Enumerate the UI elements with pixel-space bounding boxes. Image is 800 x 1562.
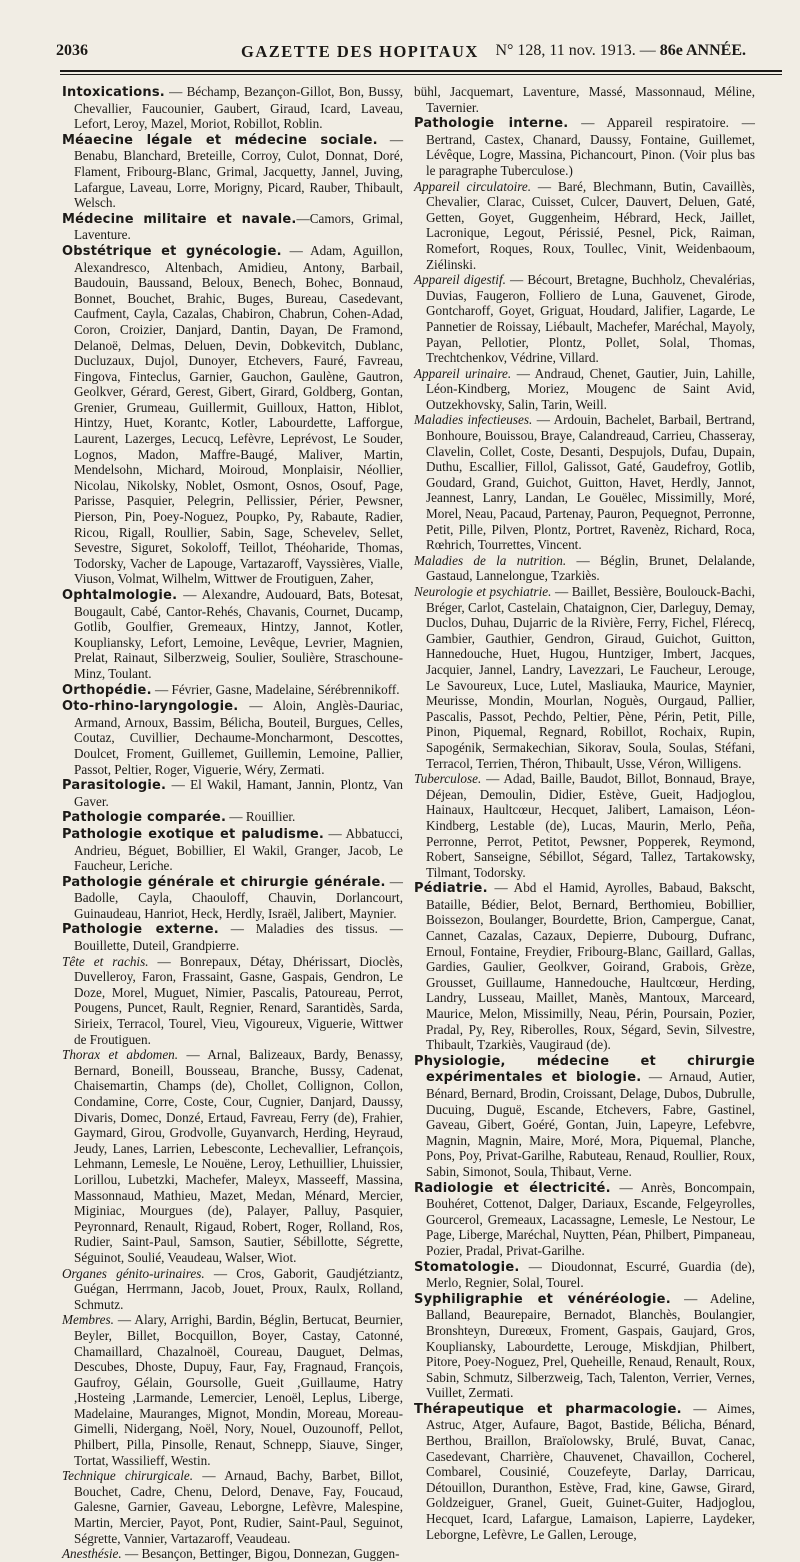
author-list: — Adam, Aguillon, Alexandresco, Altenbach, Amidieu, Antony, Barbail, Baudouin, Baussand, Beloux, Benech, Bohec, Bonnaud, Bonnet, Bouchet, Brahic, Buges, Bureau, Casedevant, Caufment, Cayla, Cazalas, Chabiron, Chabrun, Cohen-Adad, Coron, Croizier, Danjard, Dantin, Dayan, De Framond, Delanoë, Delmas, Deluen, Devin, Dobkevitch, Dublanc, Ducluzaux, Dujol, Dunoyer, Etchevers, Fauré, Favreau, Fingova, Finteclus, Garnier, Gauchon, Gaulène, Gautron, Geolkver, Gérard, Gerest, Gibert, Girard, Goldberg, Gontan, Grenier, Grumeau, Guillermit, Guilloux, Hatton, Hiblot, Hintzy, Huet, Korantc, Kotler, Labourdette, Lafforgue, Laurent, Lazerges, Lecucq, Lefèvre, Leprévost, Le Souder, Lognos, Madon, Maffre-Baugé, Maliver, Martin, Mendelsohn, Michard, Moiroud, Monplaisir, Néollier, Nicolau, Nikolsky, Noblet, Osmont, Osnos, Osouf, Page, Parisse, Pasquier, Pelegrin, Pellissier, Périer, Pewsner, Pierson, Pin, Poey-Noguez, Poupko, Py, Rabaute, Radier, Ricou, Rigall, Roullier, Sabin, Sage, Schevelev, Sellet, Sevestre, Siguret, Sokoloff, Teillot, Théoharide, Thomas, Todorsky, Vacher de Lapouge, Vartazaroff, Vayssières, Vialle, Viuson, Volmat, Wilhelm, Wittwer de Froutiguen, Zaher, — [74, 242, 403, 587]
author-list: — Adad, Baille, Baudot, Billot, Bonnaud, Braye, Déjean, Demoulin, Didier, Estève, Gueit, Hadjoglou, Hainaux, Haultcœur, Hecquet, Jalibert, Lamaison, Léon-Kindberg, Lestable (de), Lucas, Maurin, Merlo, Peña, Perronne, Perrot, Petitot, Pewsner, Popperek, Reymond, Robert, Sanseigne, Sébillot, Ségard, Tallez, Tartakowsky, Tilmant, Todorsky. — [426, 771, 755, 880]
author-list: — Béglin, Brunet, Delalande, Gastaud, Lannelongue, Tzarkiès. — [426, 552, 755, 584]
subsection-heading: Anesthésie. — [62, 1546, 122, 1562]
index-subsection — [414, 771, 755, 880]
right-column — [414, 84, 756, 1542]
index-section — [414, 1053, 755, 1180]
index-section — [414, 115, 755, 178]
author-list: bühl, Jacquemart, Laventure, Massé, Massonnaud, Méline, Tavernier. — [414, 84, 755, 115]
index-section — [414, 1259, 755, 1291]
section-heading: Orthopédie. — [62, 682, 152, 698]
author-list: — Aloin, Anglès-Dauriac, Armand, Arnoux, Bassim, Bélicha, Bouteil, Burgues, Celles, Coutaz, Cuvillier, Dechaume-Moncharmont, Descottes, Doulcet, Froment, Guillemet, Guillemin, Lemoine, Pallier, Passot, Peltier, Roger, Viguerie, Wéry, Zermati. — [74, 698, 403, 777]
section-heading: Thérapeutique et pharmacologie. — [414, 1401, 682, 1417]
author-list: — Février, Gasne, Madelaine, Sérébrennikoff. — [151, 681, 400, 697]
author-list: — Dioudonnat, Escurré, Guardia (de), Merlo, Regnier, Solal, Tourel. — [426, 1258, 755, 1291]
index-subsection — [62, 954, 403, 1048]
author-list: — Béchamp, Bezançon-Gillot, Bon, Bussy, Chevallier, Faucounier, Gaubert, Giraud, Icard, Laveau, Lefort, Leroy, Mazel, Moriot, Robillot, Roblin. — [74, 84, 403, 132]
index-section — [62, 826, 403, 874]
index-section — [414, 880, 755, 1053]
subsection-heading: Tuberculose. — [414, 771, 482, 787]
author-list: — Benabu, Blanchard, Breteille, Corroy, Culot, Donnat, Doré, Flament, Fribourg-Blanc, Grimal, Jacquetty, Jannel, Juving, Lafargue, Laveau, Lorre, Morigny, Picard, Rauber, Thibault, Welsch. — [74, 131, 403, 211]
index-section — [62, 921, 403, 953]
author-list: — Bécourt, Bretagne, Buchholz, Chevalérias, Duvias, Faugeron, Folliero de Luna, Gauvenet, Girode, Gontcharoff, Goyet, Griguat, Houdard, Jalifier, Lagarde, Le Pannetier de Roissay, Liébault, Machefer, Maréchal, Mayoly, Payan, Pellotier, Plontz, Pollet, Solal, Thomas, Trechtchenkov, Védrine, Villard. — [426, 272, 755, 366]
index-section — [62, 809, 403, 826]
journal-title: GAZETTE DES HOPITAUX — [241, 42, 479, 61]
author-list: — Cros, Gaborit, Gaudjétziantz, Guégan, Herrmann, Jacob, Jouet, Proux, Raulx, Rolland, Schmutz. — [74, 1265, 403, 1312]
author-list: — Alary, Arrighi, Bardin, Béglin, Bertucat, Beurnier, Beyler, Billet, Bocquillon, Boyer, Castay, Catonné, Chamaillard, Chazalnoël, Coureau, Dauguet, Delmas, Descubes, Dhoste, Dupuy, Faur, Fay, Fragnaud, François, Gaufroy, Gélain, Goursolle, Gueit ,Guillaume, Hatry ,Hosteing ,Larmande, Lemercier, Lenoël, Leplus, Liberge, Madelaine, Mauranges, Mignot, Mondin, Moreau, Moreau-Gimelli, Nidergang, Noël, Nory, Nouel, Ouzounoff, Pellot, Philbert, Pilla, Pinsolle, Renaut, Schnepp, Siauve, Singer, Tortat, Wassilieff, Westin. — [74, 1312, 403, 1468]
subsection-heading: Appareil digestif. — [414, 272, 506, 288]
section-heading: Physiologie, médecine et chirurgie expérimentales et biologie. — [414, 1053, 755, 1086]
section-heading: Pathologie exotique et paludisme. — [62, 826, 324, 842]
section-heading: Obstétrique et gynécologie. — [62, 243, 282, 259]
author-list: — Arnaud, Bachy, Barbet, Billot, Bouchet, Cadre, Chenu, Delord, Denave, Fay, Foucaud, Galesne, Garnier, Gaveau, Leborgne, Lefèvre, Malespine, Martin, Mercier, Payot, Pont, Rudier, Saint-Paul, Seguinot, Ségrette, Vannier, Vartazaroff, Veaudeau. — [74, 1468, 403, 1546]
index-section — [62, 587, 403, 682]
author-list: — Ardouin, Bachelet, Barbail, Bertrand, Bonhoure, Bouissou, Braye, Calandreaud, Carrieu, Chasseray, Clavelin, Collet, Coste, Desanti, Despujols, Dufau, Dupain, Duthu, Escallier, Fillol, Galissot, Gaté, Gaudefroy, Gotlib, Goudard, Grand, Guichot, Guitton, Havet, Herdly, Jannot, Jeannest, Lanry, Landan, Le Gouëlec, Missimilly, Moré, Morel, Neau, Pacaud, Partenay, Pauron, Pequegnot, Perronne, Petit, Pille, Pilven, Plontz, Portret, Ravenèz, Richard, Roca, Rœhrich, Tourrettes, Vincent. — [426, 412, 756, 553]
author-list: — Anrès, Boncompain, Bouhéret, Cottenot, Dalger, Dariaux, Escande, Felgeyrolles, Gourcerol, Gremeaux, Lacassagne, Lemesle, Le Nestour, Le Page, Liberge, Maréchal, Nuytten, Péan, Philbert, Pimpaneau, Pozier, Pradal, Privat-Garilhe. — [426, 1179, 755, 1258]
author-list: — Abbatucci, Andrieu, Béguet, Bobillier, El Wakil, Granger, Jacob, Le Faucheur, Leriche. — [74, 825, 403, 874]
index-section — [414, 1291, 755, 1401]
section-heading: Radiologie et électricité. — [414, 1180, 611, 1196]
header-rule-thick — [60, 70, 782, 72]
subsection-heading: Appareil circulatoire. — [414, 178, 532, 194]
author-list: — Bonrepaux, Détay, Dhérissart, Dioclès, Duvelleroy, Faron, Frassaint, Gasne, Gaspais, Gendron, Le Doze, Morel, Muguet, Nimier, Pascalis, Patoureau, Perrot, Pougens, Puncet, Rault, Regnier, Renard, Sarantidès, Sarda, Sirieix, Terracol, Tourel, Vieu, Vigoureux, Viguerie, Wittwer de Froutiguen. — [74, 953, 403, 1047]
author-list: — Arnaud, Autier, Bénard, Bernard, Brodin, Croissant, Delage, Dubos, Dubrulle, Ducuing, Duguë, Escande, Etchevers, Fabre, Gastinel, Gaveau, Gibert, Goéré, Gontan, Juin, Lapeyre, Lefebvre, Magnin, Magnin, Maire, Moré, Mora, Piquemal, Planche, Pons, Poy, Privat-Garilhe, Rabuteau, Renaud, Roullier, Roux, Sabin, Simonot, Soula, Thibaut, Verne. — [426, 1069, 755, 1179]
index-section — [62, 682, 403, 699]
section-heading: Médecine militaire et navale. — [62, 211, 297, 227]
header-rule-thin — [60, 74, 782, 75]
author-list: — Abd el Hamid, Ayrolles, Babaud, Bakscht, Bataille, Bédier, Belot, Bernard, Berthomieu, Bobillier, Boissezon, Boulanger, Bourdette, Brion, Campergue, Canat, Cannet, Cazalas, Cazaux, Depierre, Dubourg, Dufranc, Ernoul, Fontaine, Freydier, Fribourg-Blanc, Gaillard, Gallas, Gardies, Gaulier, Geolkver, Goirand, Grabois, Grèze, Grousset, Guillaume, Hannedouche, Haultcœur, Herding, Landry, Lusseau, Maillet, Manès, Mantoux, Marceard, Maurice, Melon, Missimilly, Neau, Périn, Poursain, Pozier, Pradal, Py, Rey, Riberolles, Roux, Ségard, Sevin, Silvestre, Thibault, Tzarkiès, Vaugiraud (de). — [426, 880, 755, 1053]
author-list: — Appareil respiratoire. — Bertrand, Castex, Chanard, Daussy, Fontaine, Guillemet, Lévêque, Logre, Massina, Pichancourt, Pinon. (Voir plus bas le paragraphe Tuberculose.) — [426, 115, 755, 178]
author-list: — Baillet, Bessière, Boulouck-Bachi, Bréger, Carlot, Castelain, Chataignon, Cier, Darleguy, Demay, Duclos, Duhau, Dujarric de la Rivière, Ferry, Fichel, Flérecq, Gambier, Gauthier, Gendron, Giraud, Guichot, Guitton, Hannedouche, Huet, Hugou, Huntziger, Imbert, Jacques, Jacquier, Jannel, Landry, Lavezzari, Le Faucheur, Lerouge, Le Savoureux, Luce, Lutel, Masliauka, Maurice, Maynier, Meurisse, Mondin, Mourlan, Noguès, Ourgaud, Pallier, Pascalis, Passot, Pechdo, Peltier, Pène, Périn, Petit, Pille, Pinon, Piquemal, Regnard, Robillot, Rochaix, Rupin, Sapogénik, Sermakechian, Sikorav, Soula, Soulas, Stéfani, Terracol, Terrien, Théron, Thibault, Usse, Véron, Willigens. — [426, 584, 755, 771]
running-header — [56, 42, 780, 64]
index-section — [62, 698, 403, 777]
index-section — [414, 1401, 755, 1542]
section-heading: Pédiatrie. — [414, 881, 488, 897]
author-list: — Aimes, Astruc, Atger, Aufaure, Bagot, Bastide, Bélicha, Bénard, Berthou, Braillon, Braïolowsky, Brulé, Buvat, Canac, Casedevant, Charrière, Chauvenet, Chavaillon, Cocherel, Combarel, Cousinié, Couzefeyte, Darlay, Darricau, Détouillon, Duranthon, Estève, Frad, kine, Gawse, Girard, Goldzeiguer, Granel, Gueit, Guinet-Guiter, Hadjoglou, Hecquet, Icard, Lafargue, Lamaison, Lapierre, Laydeker, Leborgne, Lefèvre, Le Gallen, Lerouge, — [426, 1400, 755, 1542]
index-subsection — [62, 1546, 403, 1562]
index-subsection — [414, 584, 755, 771]
subsection-heading: Neurologie et psychiatrie. — [414, 584, 552, 599]
index-section — [62, 211, 403, 243]
author-list: — Maladies des tissus. — Bouillette, Duteil, Grandpierre. — [74, 921, 403, 954]
issue-year: 86e ANNÉE. — [659, 42, 746, 59]
author-list: — Baré, Blechmann, Butin, Cavaillès, Chevalier, Clarac, Cuisset, Culcer, Dauvert, Deluen, Gaté, Getten, Goyet, Guggenheim, Hébrard, Heck, Jaillet, Lacronique, Legout, Périssié, Pesnel, Pick, Raiman, Romefort, Roques, Roux, Toullec, Vinit, Weidenbaoum, Ziélinski. — [426, 178, 755, 272]
author-list: — El Wakil, Hamant, Jannin, Plontz, Van Gaver. — [74, 777, 403, 809]
index-section — [62, 84, 403, 132]
index-subsection — [414, 553, 755, 584]
index-subsection — [62, 1266, 403, 1313]
section-heading: Pathologie générale et chirurgie générale. — [62, 874, 386, 890]
subsection-heading: Organes génito-urinaires. — [62, 1265, 205, 1281]
index-subsection — [414, 272, 755, 366]
page-number: 2036 — [56, 42, 88, 59]
section-heading: Intoxications. — [62, 85, 165, 100]
subsection-heading: Thorax et abdomen. — [62, 1047, 179, 1063]
issue-info — [495, 42, 746, 60]
section-heading: Ophtalmologie. — [62, 588, 178, 603]
section-heading: Pathologie comparée. — [62, 810, 227, 826]
subsection-heading: Appareil urinaire. — [414, 365, 512, 381]
subsection-heading: Maladies de la nutrition. — [414, 552, 567, 568]
index-subsection — [414, 179, 755, 273]
author-list: —Camors, Grimal, Laventure. — [74, 210, 403, 243]
section-heading: Parasitologie. — [62, 778, 167, 794]
author-list: — Rouillier. — [226, 809, 296, 825]
author-list: — Andraud, Chenet, Gautier, Juin, Lahille, Léon-Kindberg, Moriez, Mougenc de Saint Avid, Outzekhovsky, Salin, Tarin, Weill. — [426, 365, 755, 412]
index-subsection — [414, 412, 755, 552]
author-list: — Badolle, Cayla, Chaouloff, Chauvin, Dorlancourt, Guinaudeau, Hanriot, Heck, Herdly, Israël, Jalibert, Maynier. — [74, 873, 403, 921]
subsection-heading: Maladies infectieuses. — [414, 412, 533, 428]
section-heading: Syphiligraphie et vénéréologie. — [414, 1291, 671, 1307]
index-section — [414, 1180, 755, 1259]
author-list: — Besançon, Bettinger, Bigou, Donnezan, Guggen- — [121, 1546, 400, 1562]
subsection-heading: Technique chirurgicale. — [62, 1468, 194, 1484]
index-section — [62, 874, 403, 922]
section-heading: Méaecine légale et médecine sociale. — [62, 132, 378, 148]
author-list: — Arnal, Balizeaux, Bardy, Benassy, Bernard, Boneill, Bousseau, Branche, Bussy, Cadenat, Chaisemartin, Champs (de), Chollet, Collignon, Collon, Condamine, Corre, Coste, Cour, Cugnier, Danjard, Daussy, Divaris, Domec, Donzé, Ertaud, Favreau, Ferry (de), Frahier, Gaymard, Girou, Grodvolle, Guyanvarch, Herding, Heyraud, Jeudy, Lanes, Larrien, Lebesconte, Lechevallier, Lefrançois, Lehmann, Lemesle, Le Nouëne, Leroy, Lethuillier, Lhuissier, Lorillou, Lubetzki, Machefer, Maleyx, Masseeff, Massina, Massonnaud, Mathieu, Mazet, Medan, Ménard, Mercier, Miginiac, Mourgues (de), Palayer, Palluy, Pasquier, Peyronnard, Renault, Rigaud, Robert, Roger, Rolland, Ros, Rudier, Saint-Paul, Samson, Sautier, Sébillotte, Ségrette, Séguinot, Soulié, Veaudeau, Walser, Wiot. — [74, 1047, 403, 1265]
section-heading: Oto-rhino-laryngologie. — [62, 699, 239, 715]
index-section — [62, 243, 403, 587]
section-heading: Pathologie externe. — [62, 922, 219, 938]
index-subsection — [414, 366, 755, 413]
subsection-heading: Membres. — [62, 1312, 114, 1328]
index-section — [62, 777, 403, 809]
section-heading: Pathologie interne. — [414, 116, 569, 132]
index-subsection — [62, 1047, 403, 1265]
author-list: — Alexandre, Audouard, Bats, Botesat, Bougault, Cabé, Cantor-Rehés, Chavanis, Cournet, Ducamp, Gotlib, Goulfier, Gremeaux, Hintzy, Jannot, Kotler, Koupliansky, Lefort, Lemoine, Levêque, Levrier, Magnien, Prelat, Rainaut, Silberzweig, Soulier, Soulière, Straschoune-Minz, Toulant. — [74, 587, 403, 681]
subsection-heading: Tête et rachis. — [62, 953, 149, 969]
index-continuation — [414, 84, 755, 115]
author-list: — Adeline, Balland, Beaurepaire, Bernadot, Blanchès, Boulangier, Bronshteyn, Dureœux, Froment, Gaspais, Gaujard, Gros, Koupliansky, Labourdette, Lerouge, Miskdjian, Philbert, Pitore, Poey-Noguez, Prel, Queheille, Renaud, Renault, Roux, Sabin, Schmutz, Silberzweig, Tach, Talenton, Verrier, Vernes, Vuillet, Zermati. — [426, 1290, 755, 1401]
issue-number-date: N° 128, 11 nov. 1913. — — [495, 42, 656, 59]
index-section — [62, 132, 403, 211]
index-subsection — [62, 1468, 403, 1546]
left-column — [62, 84, 403, 1562]
section-heading: Stomatologie. — [414, 1259, 520, 1275]
index-subsection — [62, 1312, 403, 1468]
